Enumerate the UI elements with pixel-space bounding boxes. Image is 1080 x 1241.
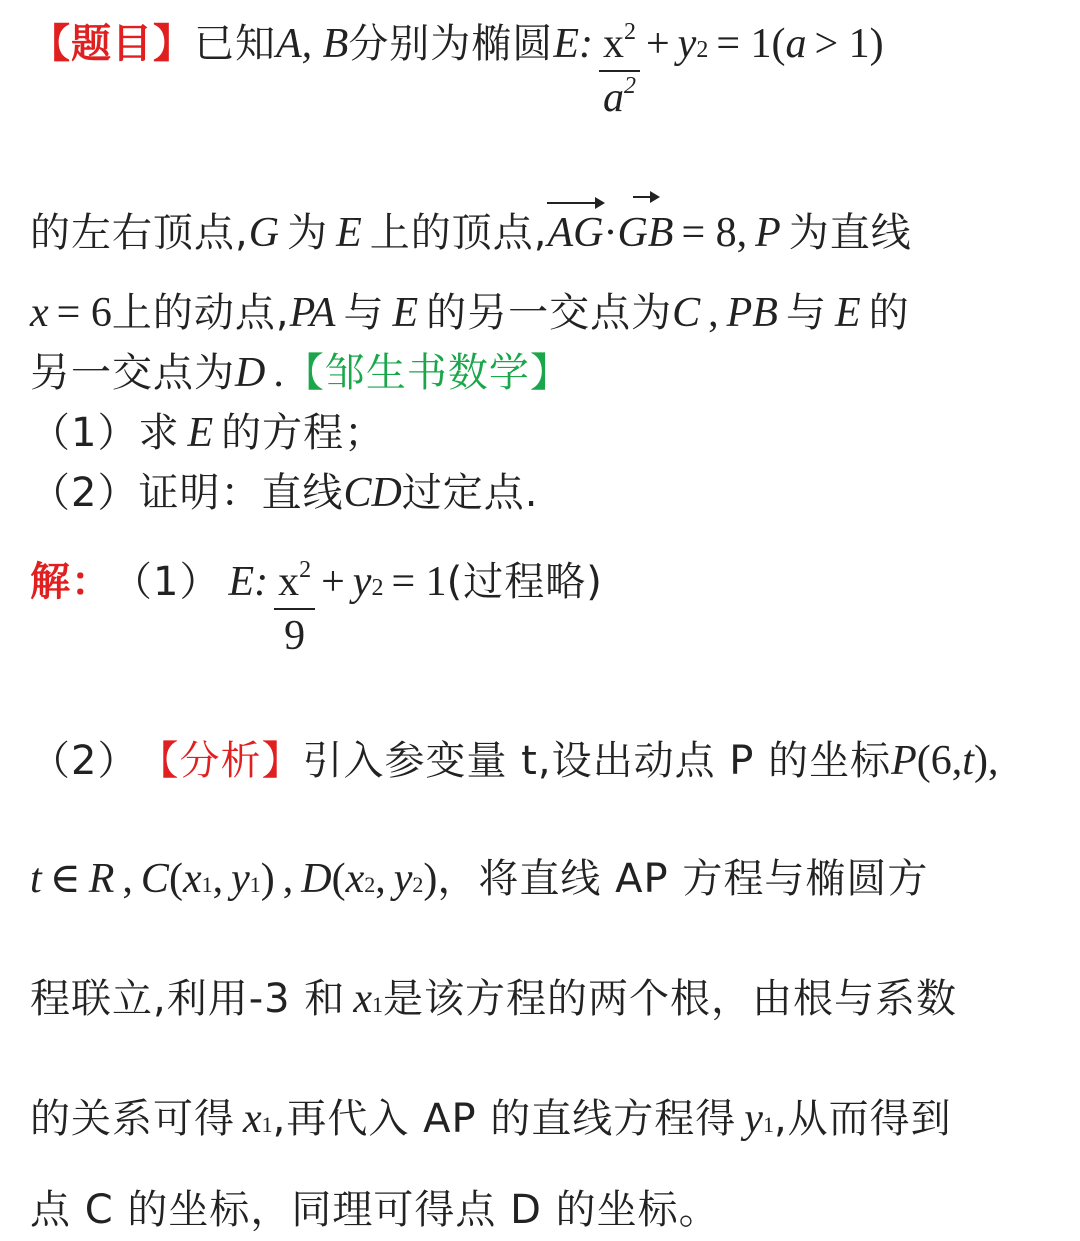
math-AB: A, B bbox=[276, 21, 349, 67]
paren: ) bbox=[260, 856, 275, 902]
math-x: x bbox=[243, 1096, 262, 1142]
source-tag: 【邹生书数学】 bbox=[283, 350, 571, 396]
math-C: C bbox=[672, 290, 701, 336]
comma: , bbox=[212, 856, 224, 902]
math-E: E: bbox=[228, 559, 269, 605]
math-G: G bbox=[248, 210, 280, 256]
text: 另一交点为 bbox=[30, 350, 235, 396]
solution-line-5: 的关系可得 x 1 ,再代入 AP 的直线方程得 y 1 ,从而得到 bbox=[30, 1096, 952, 1142]
question-number: （1） bbox=[30, 410, 139, 456]
text: 上的顶点, bbox=[369, 210, 548, 256]
math-E: E bbox=[336, 210, 362, 256]
comma: , bbox=[708, 290, 719, 336]
math-in: ∈ bbox=[49, 856, 81, 902]
text: 与 bbox=[343, 290, 385, 336]
comma: , bbox=[736, 210, 748, 256]
comma: , bbox=[122, 856, 133, 902]
problem-tag: 【题目】 bbox=[30, 21, 194, 67]
math-C: C bbox=[140, 856, 169, 902]
problem-line-3 bbox=[30, 292, 910, 334]
text: 的 bbox=[868, 290, 910, 336]
text: 上的动点, bbox=[111, 290, 290, 336]
math-y: y bbox=[744, 1096, 763, 1142]
math-y: y bbox=[393, 856, 413, 902]
text: 是该方程的两个根，由根与系数 bbox=[382, 976, 957, 1022]
text: ,从而得到 bbox=[773, 1096, 952, 1142]
solution-line-4: 程联立,利用-3 和 x 1 是该方程的两个根，由根与系数 bbox=[30, 976, 957, 1022]
text: 引入参变量 t,设出动点 P 的坐标 bbox=[302, 738, 892, 784]
question-1 bbox=[30, 412, 385, 454]
text: 与 bbox=[785, 290, 827, 336]
problem-line-4 bbox=[30, 352, 571, 394]
math-PB: PB bbox=[726, 290, 778, 336]
math-plus: + bbox=[321, 559, 345, 605]
paren: ( bbox=[331, 856, 346, 902]
math-x: x bbox=[30, 290, 49, 336]
math-eq: = 8 bbox=[681, 210, 737, 256]
text: ，将直线 AP 方程与椭圆方 bbox=[437, 856, 929, 902]
math-x: x bbox=[353, 976, 372, 1022]
math-R: R bbox=[88, 856, 115, 902]
problem-line-1: 【题目】 已知 A, B 分别为椭圆 E: $\frac{x^2}{a^2}$ + y 2 = 1( a > 1) bbox=[30, 19, 884, 122]
math-y: y bbox=[677, 21, 697, 67]
math-dot: · bbox=[603, 210, 618, 256]
text: 证明：直线 bbox=[138, 470, 344, 516]
math-eq: = 6 bbox=[56, 290, 112, 336]
math-D: D bbox=[301, 856, 332, 902]
period: . bbox=[273, 350, 284, 396]
text: 的左右顶点, bbox=[30, 210, 249, 256]
math-P: P bbox=[755, 210, 781, 256]
question-2 bbox=[30, 472, 539, 514]
text: 的另一交点为 bbox=[426, 290, 673, 336]
math-eq: = 1 bbox=[391, 559, 447, 605]
math-t: t bbox=[30, 856, 42, 902]
paren: ) bbox=[423, 856, 438, 902]
text: 的方程； bbox=[221, 410, 386, 456]
text: 已知 bbox=[194, 21, 276, 67]
solution-line-3: t ∈ R , C ( x 1 , y 1 ) , D ( x 2 , y 2 ) ，将直线 AP 方程与椭圆方 bbox=[30, 856, 929, 902]
math-x: x bbox=[345, 856, 365, 902]
question-number: （2） bbox=[30, 470, 139, 516]
fraction-x2-a2: $\frac{x^2}{a^2}$ bbox=[599, 22, 640, 120]
math-y: y bbox=[231, 856, 250, 902]
text: 求 bbox=[138, 410, 180, 456]
text: 为直线 bbox=[788, 210, 912, 256]
math-P: P bbox=[891, 738, 917, 784]
text: 点 C 的坐标，同理可得点 D 的坐标。 bbox=[30, 1187, 720, 1233]
text: ,再代入 AP 的直线方程得 bbox=[272, 1096, 737, 1142]
solution-tag: 解： bbox=[30, 559, 112, 605]
solution-line-2 bbox=[30, 740, 998, 782]
math-PA: PA bbox=[289, 290, 336, 336]
comma: , bbox=[282, 856, 294, 902]
math-E: E bbox=[834, 290, 861, 336]
math-eq: = 1( bbox=[716, 21, 786, 67]
problem-line-2 bbox=[30, 212, 912, 254]
fraction-x2-9: $\frac{x^2}{9}$ bbox=[274, 560, 315, 658]
math-coord: (6, bbox=[916, 738, 963, 784]
math-y: y bbox=[352, 559, 372, 605]
math-cond: > 1) bbox=[814, 21, 884, 67]
text: 为 bbox=[287, 210, 329, 256]
math-close: ), bbox=[973, 738, 999, 784]
math-E: E bbox=[392, 290, 419, 336]
note: (过程略) bbox=[446, 559, 603, 605]
text: 过定点. bbox=[401, 470, 539, 516]
text: 分别为椭圆 bbox=[348, 21, 554, 67]
text: 程联立,利用-3 和 bbox=[30, 976, 346, 1022]
part-number: （1） bbox=[112, 559, 221, 605]
math-plus: + bbox=[645, 21, 670, 67]
paren: ( bbox=[168, 856, 183, 902]
solution-line-6 bbox=[30, 1187, 720, 1233]
math-E: E: bbox=[553, 21, 593, 67]
vector-GB: GB bbox=[617, 212, 673, 254]
math-D: D bbox=[235, 350, 266, 396]
vector-AG: AG bbox=[547, 212, 603, 254]
math-a: a bbox=[785, 21, 807, 67]
math-CD: CD bbox=[343, 470, 402, 516]
math-x: x bbox=[182, 856, 202, 902]
math-t: t bbox=[962, 738, 974, 784]
comma: , bbox=[375, 856, 386, 902]
part-number: （2） bbox=[30, 738, 139, 784]
text: 的关系可得 bbox=[30, 1096, 235, 1142]
math-E: E bbox=[187, 410, 214, 456]
solution-line-1: 解： （1） E: $\frac{x^2}{9}$ + y 2 = 1 (过程略) bbox=[30, 557, 603, 660]
analysis-tag: 【分析】 bbox=[138, 738, 303, 784]
